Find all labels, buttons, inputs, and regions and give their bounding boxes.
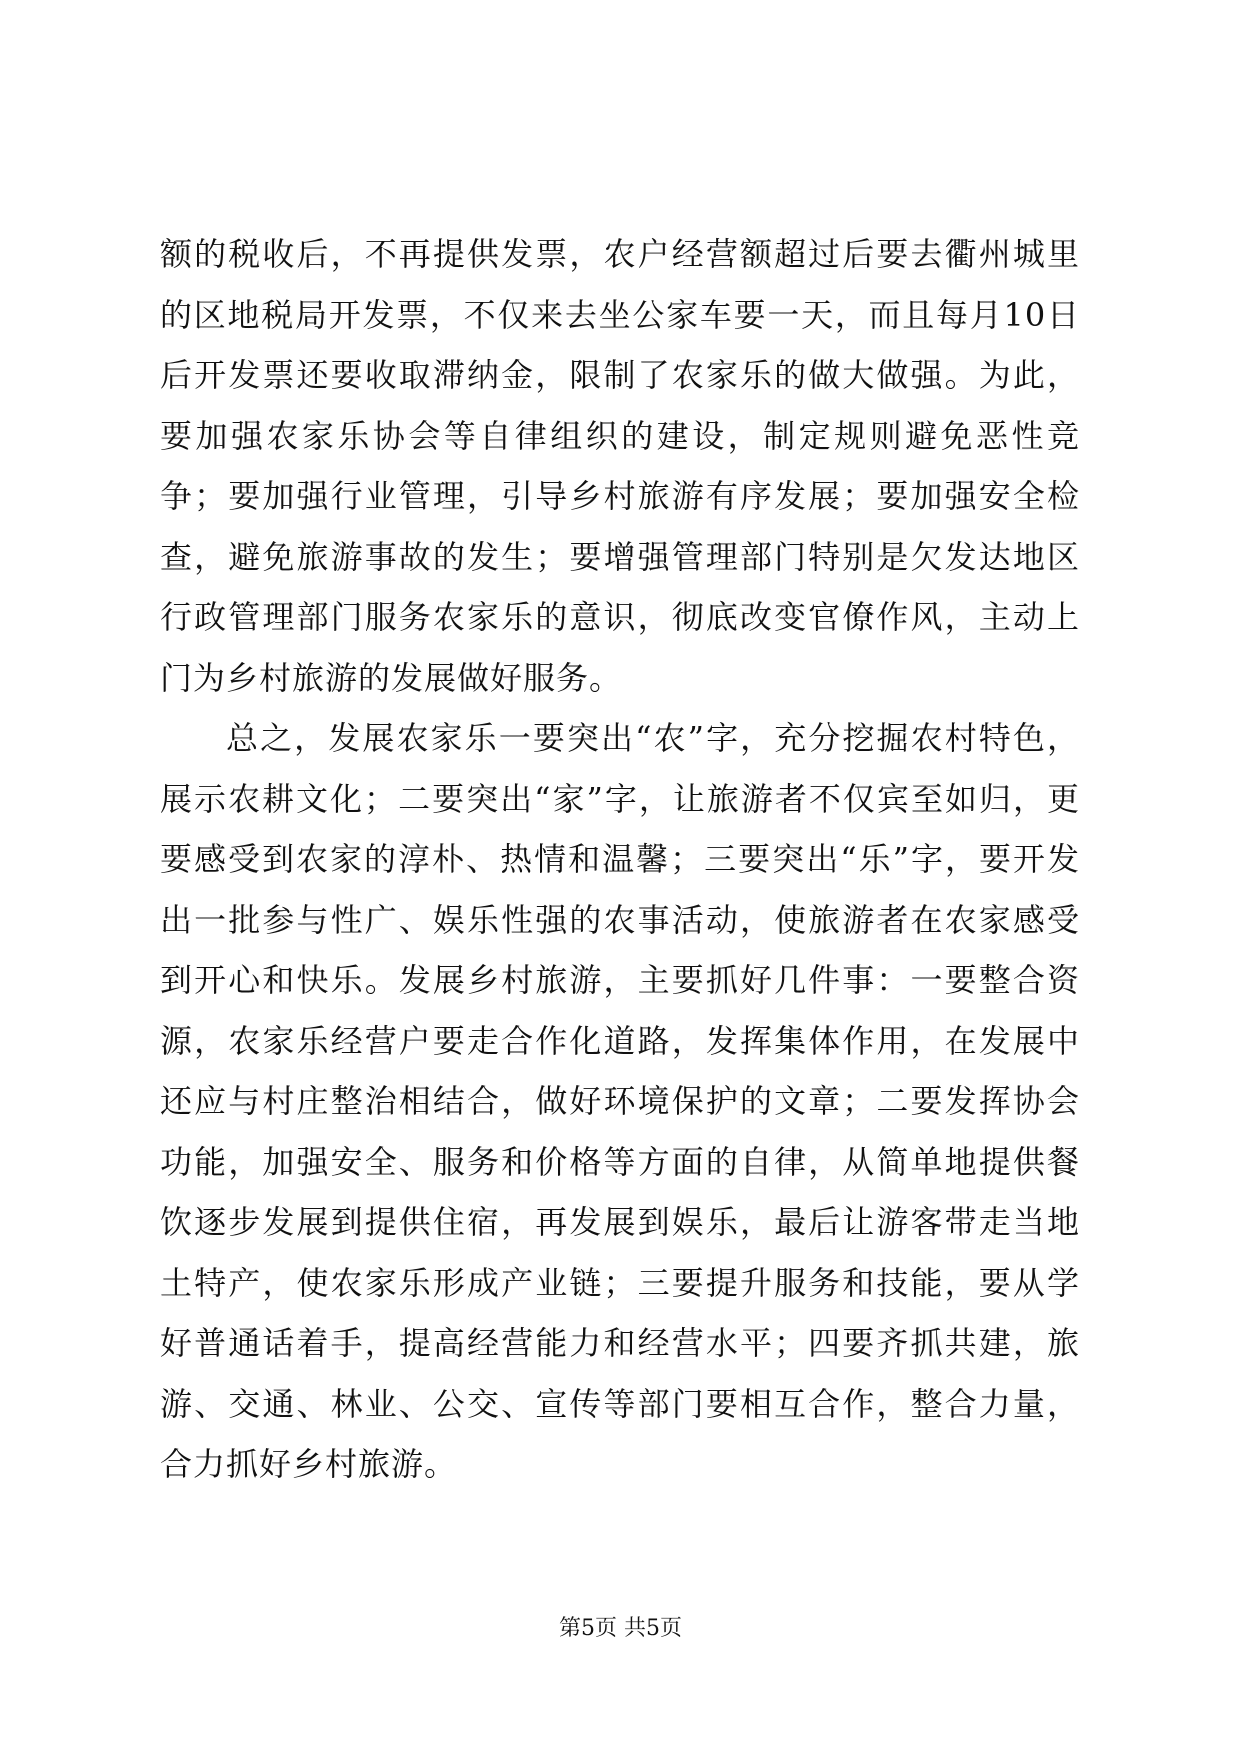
- paragraph-2: 总之，发展农家乐一要突出“农”字，充分挖掘农村特色，展示农耕文化；二要突出“家”字，让旅游者不仅宾至如归，更要感受到农家的淳朴、热情和温馨；三要突出“乐”字，要开发出一批参与性广、娱乐性强的农事活动，使旅游者在农家感受到开心和快乐。发展乡村旅游，主要抓好几件事：一要整合资源，农家乐经营户要走合作化道路，发挥集体作用，在发展中还应与村庄整治相结合，做好环境保护的文章；二要发挥协会功能，加强安全、服务和价格等方面的自律，从简单地提供餐饮逐步发展到提供住宿，再发展到娱乐，最后让游客带走当地土特产，使农家乐形成产业链；三要提升服务和技能，要从学好普通话着手，提高经营能力和经营水平；四要齐抓共建，旅游、交通、林业、公交、宣传等部门要相互合作，整合力量，合力抓好乡村旅游。: [160, 719, 1080, 1483]
- document-body: [160, 224, 1080, 1495]
- paragraph-1: 额的税收后，不再提供发票，农户经营额超过后要去衢州城里的区地税局开发票，不仅来去坐公家车要一天，而且每月10日后开发票还要收取滞纳金，限制了农家乐的做大做强。为此，要加强农家乐协会等自律组织的建设，制定规则避免恶性竞争；要加强行业管理，引导乡村旅游有序发展；要加强安全检查，避免旅游事故的发生；要增强管理部门特别是欠发达地区行政管理部门服务农家乐的意识，彻底改变官僚作风，主动上门为乡村旅游的发展做好服务。: [160, 235, 1080, 697]
- page-number-footer: 第5页 共5页: [559, 1616, 682, 1641]
